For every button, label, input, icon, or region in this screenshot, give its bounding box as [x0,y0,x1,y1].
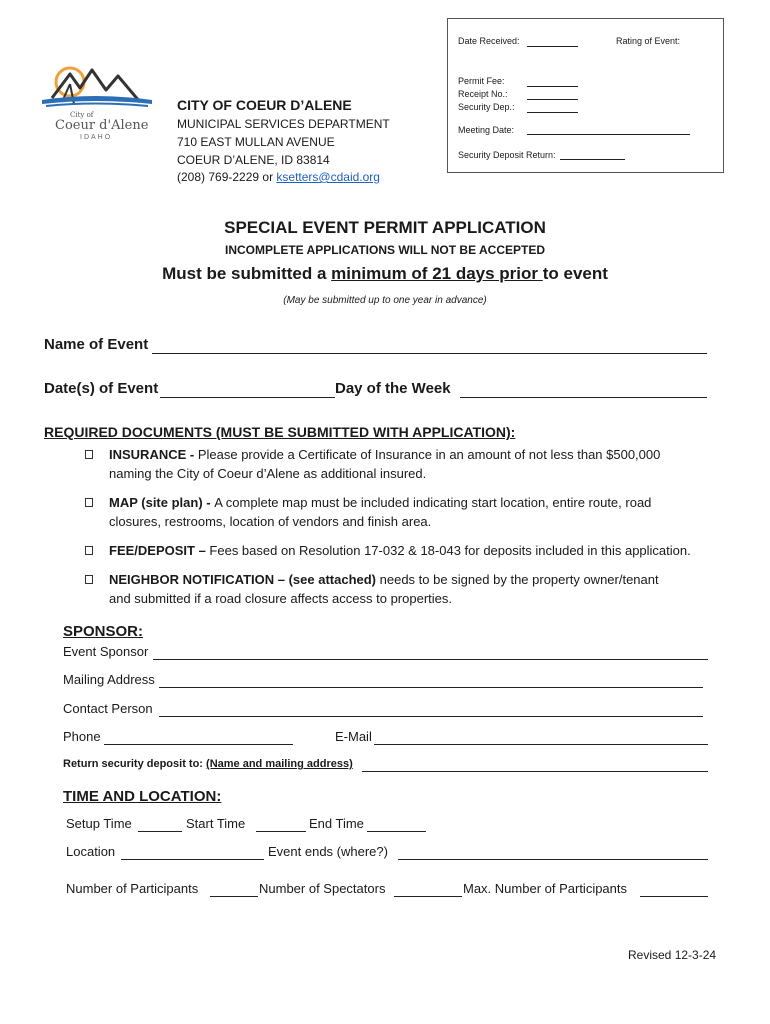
event-sponsor-label: Event Sponsor [63,644,149,659]
permit-fee-line[interactable] [527,76,578,87]
permit-fee-label: Permit Fee: [458,76,505,86]
max-participants-label: Max. Number of Participants [463,881,628,896]
num-spectators-input[interactable] [394,895,462,897]
logo-city-of: City of [70,111,94,119]
map-text-2: closures, restrooms, location of vendors and finish area. [109,514,432,529]
start-time-label: Start Time [186,816,246,831]
logo-city-name: Coeur d'Alene [55,118,149,133]
num-participants-label: Number of Participants [66,881,199,896]
fee-deposit-text: Fees based on Resolution 17-032 & 18-043 for deposits included in this application. [209,543,691,558]
start-time-input[interactable] [256,830,306,832]
dates-of-event-label: Date(s) of Event [44,380,159,397]
neighbor-notification-text-2: and submitted if a road closure affects access to properties. [109,591,452,606]
map-checkbox[interactable] [85,498,93,507]
neighbor-notification-label: NEIGHBOR NOTIFICATION – (see attached) [109,572,380,587]
contact-person-label: Contact Person [63,701,153,716]
department: MUNICIPAL SERVICES DEPARTMENT [177,117,390,131]
doc-item-neighbor-notification [85,570,659,608]
doc-item-fee-deposit [85,541,691,560]
return-deposit-line [63,758,353,770]
security-deposit-return-label: Security Deposit Return: [458,150,556,160]
meeting-date-line[interactable] [527,124,690,135]
date-received-label: Date Received: [458,36,520,46]
sponsor-heading: SPONSOR: [63,623,144,640]
time-location-heading: TIME AND LOCATION: [63,788,222,805]
name-of-event-label: Name of Event [44,336,149,353]
rating-of-event-label: Rating of Event: [616,36,681,46]
num-participants-input[interactable] [210,895,258,897]
insurance-text-1: Please provide a Certificate of Insurance in an amount of not less than $500,000 [197,447,661,462]
advance-note: (May be submitted up to one year in advance) [283,295,487,306]
return-deposit-label: Return security deposit to: [63,758,207,770]
phone-number: (208) 769-2229 or [177,170,277,184]
security-deposit-return-line[interactable] [560,149,625,160]
day-of-week-label: Day of the Week [335,380,451,397]
end-time-input[interactable] [367,830,426,832]
city-state-zip: COEUR D’ALENE, ID 83814 [177,153,330,167]
max-participants-input[interactable] [640,895,708,897]
logo-state: IDAHO [80,134,113,141]
required-docs-heading: REQUIRED DOCUMENTS (MUST BE SUBMITTED WITH APPLICATION): [44,424,516,440]
setup-time-input[interactable] [138,830,182,832]
security-dep-label: Security Dep.: [458,102,515,112]
doc-item-map [85,493,651,531]
mailing-address-input[interactable] [159,686,703,688]
receipt-no-label: Receipt No.: [458,89,508,99]
event-ends-label: Event ends (where?) [268,844,388,859]
day-of-week-input[interactable] [460,396,707,398]
contact-line [177,170,380,184]
name-of-event-input[interactable] [152,352,707,354]
return-deposit-input[interactable] [362,770,708,772]
incomplete-warning: INCOMPLETE APPLICATIONS WILL NOT BE ACCEPTED [224,243,545,257]
insurance-text-2: naming the City of Coeur d’Alene as additional insured. [109,466,427,481]
mountain-lake-icon [40,62,155,112]
return-deposit-note: (Name and mailing address) [206,758,353,770]
meeting-date-label: Meeting Date: [458,125,515,135]
doc-item-insurance [85,445,660,483]
fee-deposit-checkbox[interactable] [85,546,93,555]
insurance-checkbox[interactable] [85,450,93,459]
dates-of-event-input[interactable] [160,396,335,398]
security-dep-line[interactable] [527,102,578,113]
deadline-emphasis: minimum of 21 days prior [331,264,543,283]
fee-deposit-label: FEE/DEPOSIT – [109,543,210,558]
end-time-label: End Time [309,816,364,831]
phone-input[interactable] [104,743,293,745]
neighbor-notification-checkbox[interactable] [85,575,93,584]
neighbor-notification-text-1: needs to be signed by the property owner/tenant [379,572,659,587]
location-label: Location [66,844,116,859]
form-title: SPECIAL EVENT PERMIT APPLICATION [224,218,546,237]
deadline-suffix: to event [542,264,608,283]
phone-label: Phone [63,729,101,744]
deadline-notice [0,264,770,284]
date-received-line[interactable] [527,36,578,47]
location-input[interactable] [121,858,264,860]
city-name: CITY OF COEUR D’ALENE [177,97,352,113]
email-link[interactable]: ksetters@cdaid.org [276,170,380,184]
insurance-label: INSURANCE - [109,447,198,462]
street-address: 710 EAST MULLAN AVENUE [177,135,335,149]
deadline-prefix: Must be submitted a [162,264,332,283]
setup-time-label: Setup Time [66,816,132,831]
city-logo [40,62,155,147]
sponsor-email-label: E-Mail [335,729,372,744]
num-spectators-label: Number of Spectators [259,881,386,896]
receipt-no-line[interactable] [527,89,578,100]
map-text-1: A complete map must be included indicating start location, entire route, road [214,495,652,510]
revision-date: Revised 12-3-24 [628,948,717,962]
map-label: MAP (site plan) - [109,495,215,510]
mailing-address-label: Mailing Address [63,672,155,687]
event-sponsor-input[interactable] [153,658,708,660]
contact-person-input[interactable] [159,715,703,717]
event-ends-input[interactable] [398,858,708,860]
sponsor-email-input[interactable] [374,743,708,745]
